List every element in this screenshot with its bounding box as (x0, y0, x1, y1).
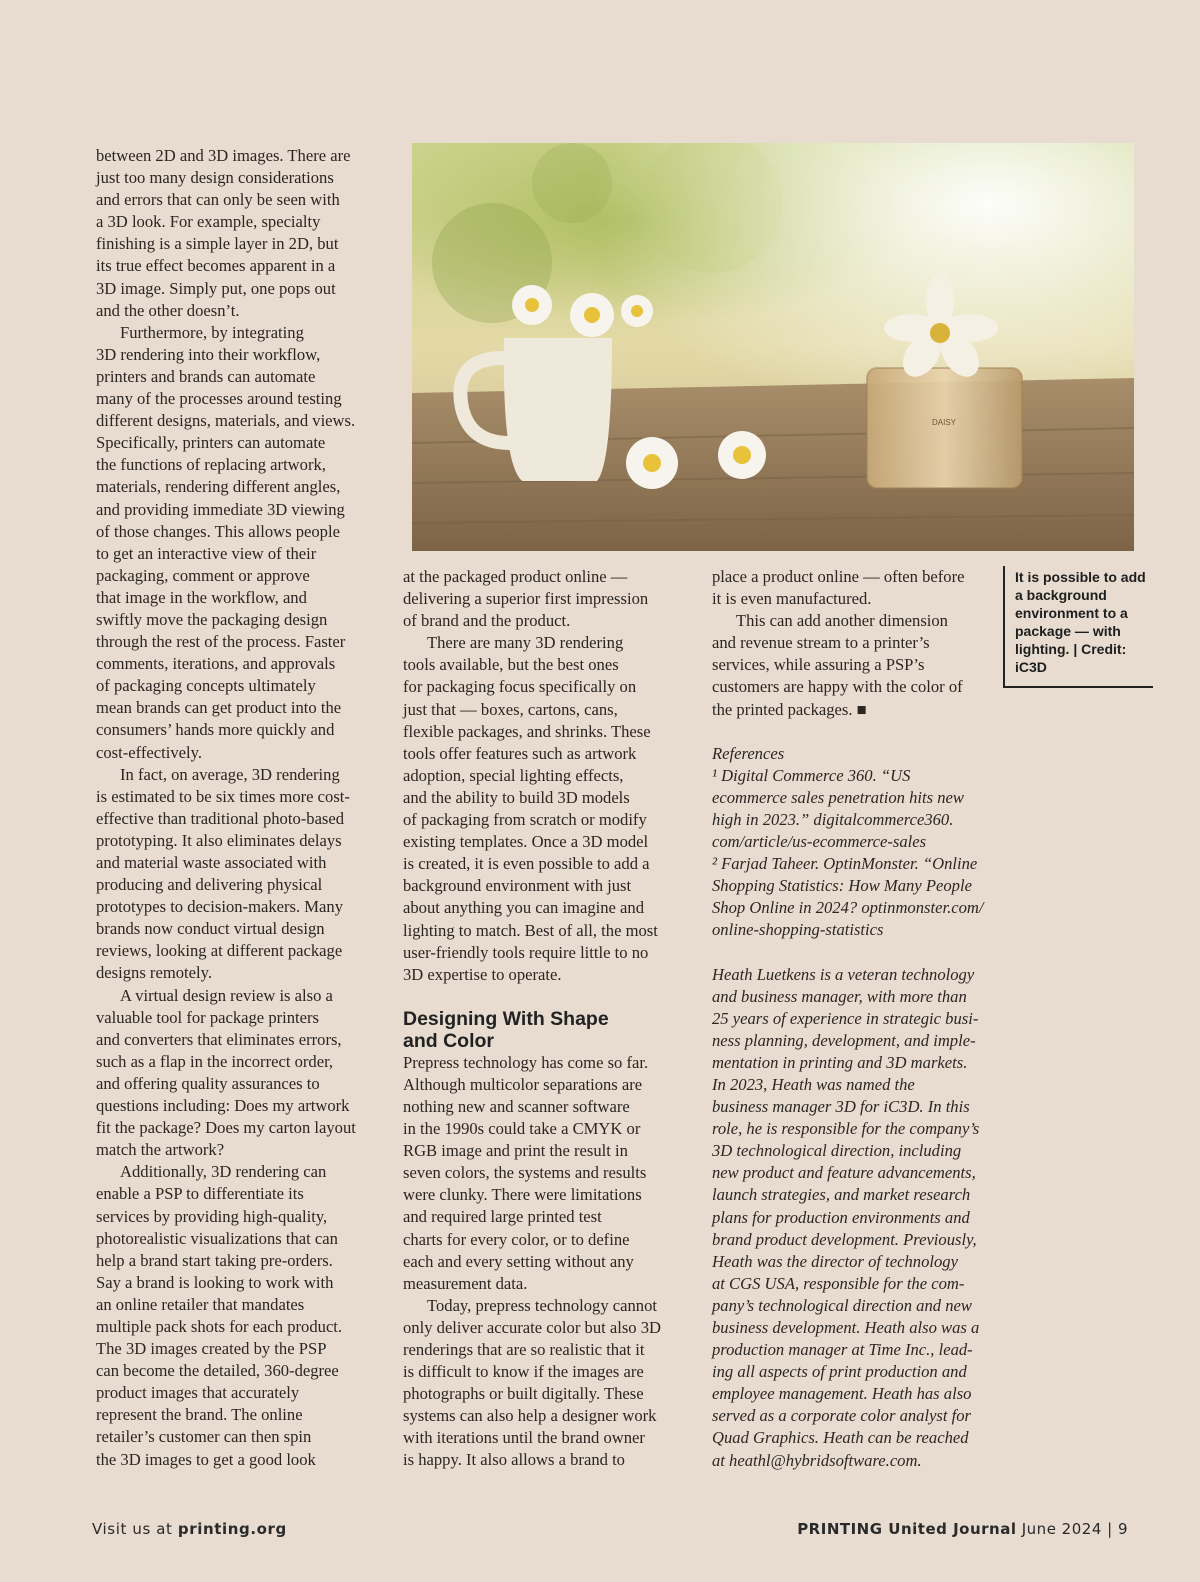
article-column-3 (712, 566, 1002, 1472)
references-section (712, 743, 1002, 942)
article-column-2 (403, 566, 688, 1472)
body-paragraph: Prepress technology has come so far. Although multicolor separations are nothing new and scanner software in the 1990s could take a CMYK or RGB image and print the result in seven colors, the systems and results were clunky. There were limitations and required large printed test charts for every color, or to define each and every setting without any measurement data. (403, 1052, 649, 1293)
footer-folio (797, 1520, 1128, 1538)
footer-site-link[interactable]: printing.org (177, 1520, 287, 1538)
body-paragraph: between 2D and 3D images. There are just too many design considerations and errors that can only be seen with a 3D look. For example, specialty finishing is a simple layer in 2D, but its true effect becomes apparent in a 3D image. Simply put, one pops out and the other doesn’t. (96, 146, 351, 320)
bottle-label: DAISY (931, 418, 957, 427)
body-paragraph: A virtual design review is also a valuable tool for package printers and converters that eliminates errors, such as a flap in the incorrect order, and offering quality assurances to questions including: Does my artwork fit the package? Does my carton layout match the artwork? (96, 985, 356, 1160)
body-paragraph: There are many 3D rendering tools available, but the best ones for packaging focus specifically on just that — boxes, cartons, cans, flexible packages, and shrinks. These tools offer features such as artwork adoption, special lighting effects, and the ability to build 3D models of packaging from scratch or modify existing templates. Once a 3D model is created, it is even possible to add a background environment with just about anything you can imagine and lighting to match. Best of all, the most user-friendly tools require little to no 3D expertise to operate. (403, 633, 658, 984)
article-column-1 (96, 145, 386, 1471)
body-paragraph: In fact, on average, 3D rendering is estimated to be six times more cost- effective than traditional photo-based prototyping. It also eliminates delays and material waste associated with producing and delivering physical prototypes to decision-makers. Many brands now conduct virtual design reviews, looking at different package designs remotely. (96, 764, 350, 983)
reference-item: ² Farjad Taheer. OptinMonster. “Online Shopping Statistics: How Many People Shop Online in 2024? optinmonster.com/ online-shopping-statistics (712, 854, 984, 940)
reference-item: ¹ Digital Commerce 360. “US ecommerce sales penetration hits new high in 2023.” digitalcommerce360. com/article/us-ecommerce-sales (712, 765, 964, 852)
footer-visit-prefix: Visit us at (92, 1520, 178, 1538)
body-paragraph: Additionally, 3D rendering can enable a PSP to differentiate its services by providing high-quality, photorealistic visualizations that can help a brand start taking pre-orders. Say a brand is looking to work with an online retailer that mandates multiple pack shots for each product. The 3D images created by the PSP can become the detailed, 360-degree product images that accurately represent the brand. The online retailer’s customer can then spin the 3D images to get a good look (96, 1162, 343, 1469)
article-photo (412, 143, 1134, 551)
body-paragraph: at the packaged product online — delivering a superior first impression of brand and the product. (403, 567, 649, 631)
daisy-perfume-photo (412, 143, 1134, 551)
body-paragraph: place a product online — often before it is even manufactured. (712, 567, 965, 609)
body-paragraph: This can add another dimension and revenue stream to a printer’s services, while assuring a PSP’s customers are happy with the color of the printed packages. ■ (712, 611, 963, 719)
footer-visit (92, 1520, 287, 1538)
author-bio-text: Heath Luetkens is a veteran technology and business manager, with more than 25 years of experience in strategic busi- ness planning, development, and imple- mentation in printing and 3D markets. In 2023, Heath was named the business manager 3D for iC3D. In this role, he is responsible for the company’s 3D technological direction, including new product and feature advancements, launch strategies, and market research plans for production environments and brand product development. Previously, Heath was the director of technology at CGS USA, responsible for the com- pany’s technological direction and new business development. Heath also was a production manager at Time Inc., lead- ing all aspects of print production and employee management. Heath has also served as a corporate color analyst for Quad Graphics. Heath can be reached at heathl@hybridsoftware.com. (712, 964, 980, 1470)
section-subhead: Designing With Shape and Color (403, 1007, 609, 1052)
photo-caption: It is possible to add a background environment to a package — with lighting. | Credit: iC3D (1003, 566, 1153, 688)
issue-and-page: June 2024 | 9 (1016, 1520, 1128, 1538)
author-bio (712, 964, 1002, 1472)
journal-name: PRINTING United Journal (797, 1520, 1017, 1538)
body-paragraph: Furthermore, by integrating 3D rendering into their workflow, printers and brands can automate many of the processes around testing different designs, materials, and views. Specifically, printers can automate the functions of replacing artwork, materials, rendering different angles, and providing immediate 3D viewing of those changes. This allows people to get an interactive view of their packaging, comment or approve that image in the workflow, and swiftly move the packaging design through the rest of the process. Faster comments, iterations, and approvals of packaging concepts ultimately mean brands can get product into the consumers’ hands more quickly and cost-effectively. (96, 322, 356, 762)
body-paragraph: Today, prepress technology cannot only deliver accurate color but also 3D renderings that are so realistic that it is difficult to know if the images are photographs or built digitally. These systems can also help a designer work with iterations until the brand owner is happy. It also allows a brand to (403, 1295, 662, 1470)
references-heading: References (712, 743, 785, 763)
